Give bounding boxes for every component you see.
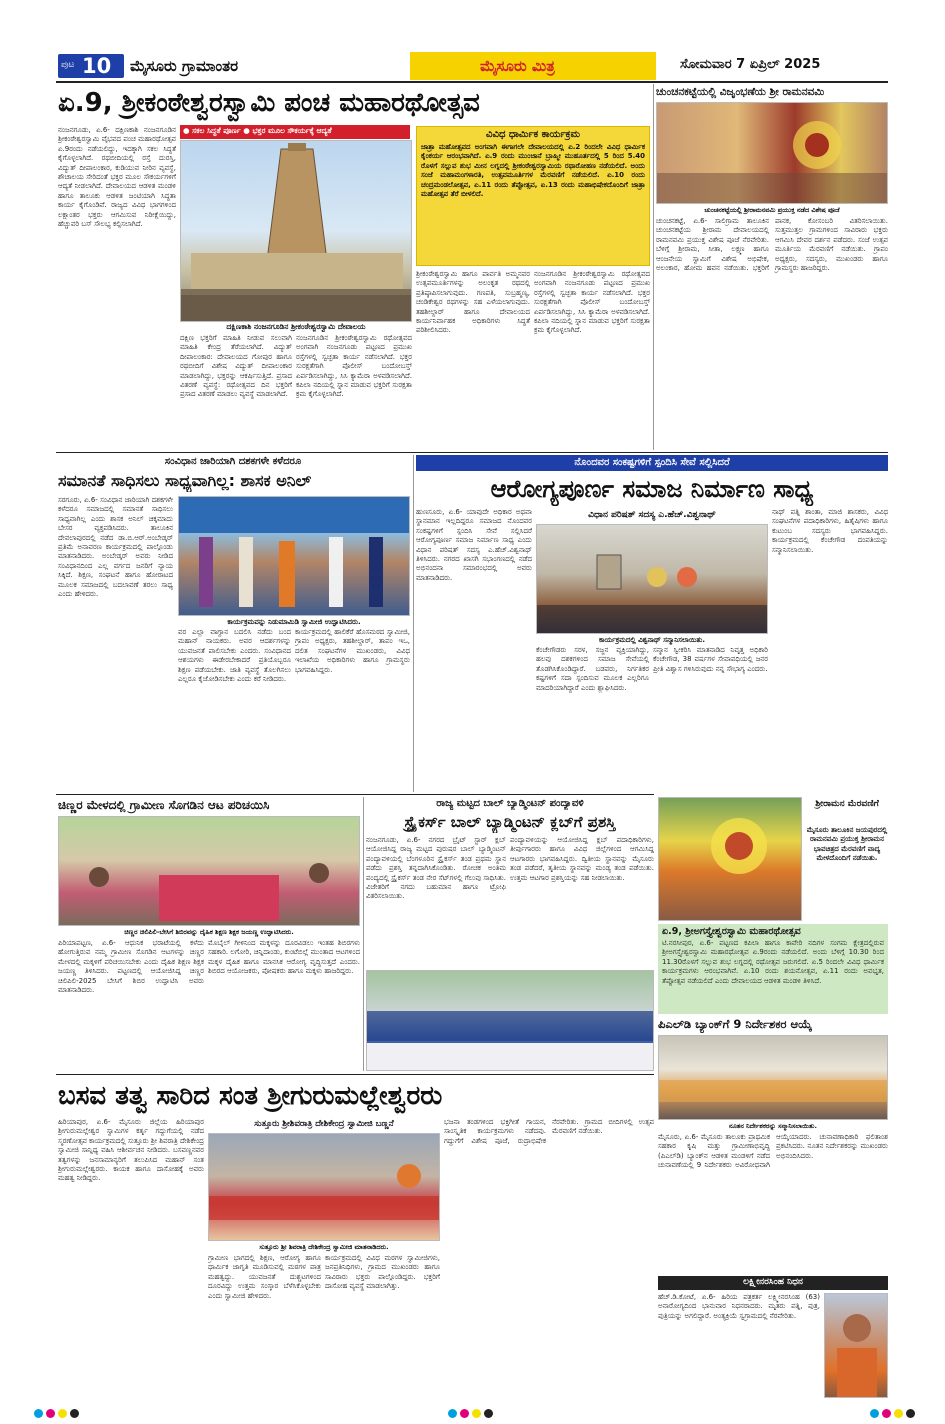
ballbadminton-headline: ಸ್ಟ್ರೈಕರ್ಸ್ ಬಾಲ್ ಬ್ಯಾಡ್ಮಿಂಟನ್ ಕ್ಲಬ್‌ಗೆ ಪ್ರಶಸ್ತಿ: [404, 813, 616, 831]
registration-dot-magenta: [46, 1409, 55, 1418]
chinnara-col-2: ಮೊಬೈಲ್ ಗೀಳಿನಿಂದ ಮಕ್ಕಳನ್ನು ದೂರವಿಡಲು ಇಂತಹ ಶಿಬಿರಗಳು ಸಹಕಾರಿ. ಲಗೋರಿ, ಚಿನ್ನಿದಾಂಡು, ಕುಂಟೆಬಿಲ್ಲೆ ಮುಂತಾದ ಆಟಗಳಿಂದ ಮಕ್ಕಳ ದೈಹಿಕ ಹಾಗೂ ಮಾನಸಿಕ ಆರೋಗ್ಯ ವೃದ್ಧಿಸುತ್ತದೆ ಎಂದರು. ಶಿಬಿರದ ಆಯೋಜಕರು, ಪೋಷಕರು ಹಾಗೂ ಮಕ್ಕಳು ಹಾಜರಿದ್ದರು.: [208, 939, 360, 976]
basava-headline: ಬಸವ ತತ್ವ ಸಾರಿದ ಸಂತ ಶ್ರೀಗುರುಮಲ್ಲೇಶ್ವರರು: [58, 1081, 443, 1111]
agastyeshwara-text: ಟಿ.ನರಸೀಪುರ, ಏ.6- ಪಟ್ಟಣದ ಕಪಿಲಾ ಹಾಗೂ ಕಾವೇರಿ ನದಿಗಳ ಸಂಗಮ ಕ್ಷೇತ್ರದಲ್ಲಿರುವ ಶ್ರೀಅಗಸ್ತ್ಯೇಶ್ವರಸ್ವಾಮಿ ಮಹಾರಥೋತ್ಸವ ಏ.9ರಂದು ನಡೆಯಲಿದೆ. ಅಂದು ಬೆಳಿಗ್ಗೆ 10.30 ರಿಂದ 11.30ರೊಳಗೆ ಸಲ್ಲುವ ಶುಭ ಲಗ್ನದಲ್ಲಿ ರಥೋತ್ಸವ ಜರುಗಲಿದೆ. ಏ.5 ರಿಂದಲೇ ವಿವಿಧ ಧಾರ್ಮಿಕ ಕಾರ್ಯಕ್ರಮಗಳು ಆರಂಭವಾಗಿವೆ. ಏ.10 ರಂದು ಶಯನೋತ್ಸವ, ಏ.11 ರಂದು ಅವಭೃತ, ತೆಪ್ಪೋತ್ಸವ ನಡೆಯಲಿದೆ ಎಂದು ದೇವಾಲಯದ ಆಡಳಿತ ಮಂಡಳಿ ತಿಳಿಸಿದೆ.: [662, 939, 884, 985]
basava-col-4: ಭಜನಾ ತಂಡಗಳಿಂದ ಭಕ್ತಿಗೀತೆ ಗಾಯನ, ಸಾಂಸ್ಕೃತಿಕ ಕಾರ್ಯಕ್ರಮಗಳು ನಡೆದವು. ಗದ್ದುಗೆಗೆ ವಿಶೇಷ ಪೂಜೆ, ರುದ್ರಾಭಿಷೇಕ ನೆರವೇರಿತು. ಗ್ರಾಮದ ಬೀದಿಗಳಲ್ಲಿ ಉತ್ಸವ ಮೆರವಣಿಗೆ ನಡೆಯಿತು.: [444, 1118, 654, 1145]
samanate-col-1: ಸರಗೂರು, ಏ.6- ಸಂವಿಧಾನ ಜಾರಿಯಾಗಿ ದಶಕಗಳೇ ಕಳೆದರೂ ಸಮಾಜದಲ್ಲಿ ಸಮಾನತೆ ಸಾಧಿಸಲು ಸಾಧ್ಯವಾಗಿಲ್ಲ ಎಂದು ಶಾಸಕ ಅನಿಲ್ ಚಿಕ್ಕಮಾದು ಬೇಸರ ವ್ಯಕ್ತಪಡಿಸಿದರು. ತಾಲೂಕಿನ ದೇವಲಾಪುರದಲ್ಲಿ ನಡೆದ ಡಾ.ಬಿ.ಆರ್.ಅಂಬೇಡ್ಕರ್ ಪ್ರತಿಮೆ ಅನಾವರಣ ಕಾರ್ಯಕ್ರಮದಲ್ಲಿ ಪಾಲ್ಗೊಂಡು ಮಾತನಾಡಿದರು. ಅಂಬೇಡ್ಕರ್ ಅವರು ನೀಡಿದ ಸಂವಿಧಾನದಿಂದ ಎಲ್ಲ ವರ್ಗದ ಜನರಿಗೆ ನ್ಯಾಯ ಸಿಕ್ಕಿದೆ. ಶಿಕ್ಷಣ, ಸಂಘಟನೆ ಹಾಗೂ ಹೋರಾಟದ ಮೂಲಕ ಸಮಾಜದಲ್ಲಿ ಬದಲಾವಣೆ ತರಲು ಸಾಧ್ಯ ಎಂದು ಹೇಳಿದರು.: [58, 496, 173, 599]
lead-mid-left: ದಕ್ಷಿಣ ಭಕ್ತರಿಗೆ ಮಾಹಿತಿ ನೀಡುವ ಸಲುವಾಗಿ ಮಾಹಿತಿ ಕೇಂದ್ರ ತೆರೆಯಲಾಗಿದೆ. ವಿದ್ಯುತ್ ದೀಪಾಲಂಕಾರ: ದೇವಾಲಯದ ಗೋಪುರ ಹಾಗೂ ರಥಬೀದಿಗೆ ವಿಶೇಷ ವಿದ್ಯುತ್ ದೀಪಾಲಂಕಾರ ಮಾಡಲಾಗಿದ್ದು, ಭಕ್ತರನ್ನು ಆಕರ್ಷಿಸುತ್ತಿದೆ. ಪ್ರಸಾದ ವಿತರಣೆ ವ್ಯವಸ್ಥೆ: ರಥೋತ್ಸವದ ದಿನ ಭಕ್ತರಿಗೆ ಪ್ರಸಾದ ವಿತರಣೆ ಮಾಡಲು ವ್ಯವಸ್ಥೆ ಮಾಡಲಾಗಿದೆ.: [180, 334, 292, 399]
rituals-text: ಜಾತ್ರಾ ಮಹೋತ್ಸವದ ಅಂಗವಾಗಿ ಈಗಾಗಲೇ ದೇವಾಲಯದಲ್ಲಿ ಏ.2 ರಿಂದಲೇ ವಿವಿಧ ಧಾರ್ಮಿಕ ಕೈಂಕರ್ಯ ಆರಂಭವಾಗಿದೆ. ಏ.9 ರಂದು ಮುಂಜಾನೆ ಬ್ರಾಹ್ಮೀ ಮುಹೂರ್ತದಲ್ಲಿ 5 ರಿಂದ 5.40 ರೊಳಗೆ ಸಲ್ಲುವ ಶುಭ ಮೀನ ಲಗ್ನದಲ್ಲಿ ಶ್ರೀಕಂಠೇಶ್ವರಸ್ವಾಮಿಯ ರಥಾರೋಹಣ ನಡೆಯಲಿದೆ. ಅಂದು ಸಂಜೆ ಮಹಾಮಂಗಳಾರತಿ, ಉತ್ಸವಮೂರ್ತಿಗಳ ಮೆರವಣಿಗೆ ನಡೆಯಲಿದೆ. ಏ.10 ರಂದು ಚಂದ್ರಮಂಡಲೋತ್ಸವ, ಏ.11 ರಂದು ತೆಪ್ಪೋತ್ಸವ, ಏ.13 ರಂದು ಮಹಾಭಿಷೇಕದೊಂದಿಗೆ ಜಾತ್ರಾ ಮಹೋತ್ಸವ ತೆರೆ ಬೀಳಲಿದೆ.: [421, 143, 645, 199]
ballbadminton-photo: [366, 970, 654, 1071]
basava-photo: [208, 1133, 440, 1241]
ballbadminton-divider: [363, 797, 364, 1071]
arogya-subhead: ವಿಧಾನ ಪರಿಷತ್ ಸದಸ್ಯ ಎ.ಹೆಚ್.ವಿಶ್ವನಾಥ್: [588, 510, 716, 520]
arogya-kicker: ನೊಂದವರ ಸಂಕಷ್ಟಗಳಿಗೆ ಸ್ಪಂದಿಸಿ ಸೇವೆ ಸಲ್ಲಿಸಿದರೆ: [574, 457, 730, 468]
page-label-box: [58, 54, 124, 78]
pld-text: ಮೈಸೂರು, ಏ.6- ಮೈಸೂರು ತಾಲೂಕು ಪ್ರಾಥಮಿಕ ಸಹಕಾರ ಕೃಷಿ ಮತ್ತು ಗ್ರಾಮೀಣಾಭಿವೃದ್ಧಿ (ಪಿಎಲ್‌ಡಿ) ಬ್ಯಾಂಕ್‌ನ ಆಡಳಿತ ಮಂಡಳಿಗೆ ನಡೆದ ಚುನಾವಣೆಯಲ್ಲಿ 9 ನಿರ್ದೇಶಕರು ಅವಿರೋಧವಾಗಿ ಆಯ್ಕೆಯಾದರು. ಚುನಾವಣಾಧಿಕಾರಿ ಫಲಿತಾಂಶ ಪ್ರಕಟಿಸಿದರು. ನೂತನ ನಿರ್ದೇಶಕರನ್ನು ಮುಖಂಡರು ಅಭಿನಂದಿಸಿದರು.: [658, 1133, 888, 1170]
section-rule-2: [56, 794, 654, 795]
registration-dot-cyan-2: [448, 1409, 457, 1418]
agastyeshwara-box: [658, 924, 888, 1014]
ballbadminton-col-1: ನಂಜನಗೂಡು, ಏ.6- ನಗರದ ಬ್ರೈಟ್ ಸ್ಟಾರ್ ಕ್ಲಬ್ ಆಯೋಜಿಸಿದ್ದ ರಾಜ್ಯ ಮಟ್ಟದ ಪುರುಷರ ಬಾಲ್ ಬ್ಯಾಡ್ಮಿಂಟನ್ ಪಂದ್ಯಾವಳಿಯಲ್ಲಿ ಬೆಂಗಳೂರಿನ ಸ್ಟ್ರೈಕರ್ಸ್ ತಂಡ ಪ್ರಥಮ ಸ್ಥಾನ ಪಡೆದು ಪ್ರಶಸ್ತಿ ತನ್ನದಾಗಿಸಿಕೊಂಡಿತು. ರೋಚಕ ಅಂತಿಮ ಪಂದ್ಯದಲ್ಲಿ ಸ್ಟ್ರೈಕರ್ಸ್ ತಂಡ ನೇರ ಸೆಟ್‌ಗಳಲ್ಲಿ ಗೆಲುವು ಸಾಧಿಸಿತು. ವಿಜೇತರಿಗೆ ನಗದು ಬಹುಮಾನ ಹಾಗೂ ಟ್ರೋಫಿ ವಿತರಿಸಲಾಯಿತು.: [366, 836, 506, 901]
page-label: ಪುಟ: [61, 60, 75, 70]
paper-name-box: [410, 52, 656, 80]
procession-icon: [659, 798, 802, 921]
obituary-title: ಲಕ್ಷ್ಮೀನರಸಿಂಹ ನಿಧನ: [743, 1277, 803, 1287]
rituals-box: [416, 126, 650, 266]
arogya-col-1: ಹುಣಸೂರು, ಏ.6- ಯಾವುದೇ ಅಧಿಕಾರ ಅಥವಾ ಸ್ಥಾನಮಾನ ಇಲ್ಲದಿದ್ದರೂ ಸಮಾಜದ ನೊಂದವರ ಸಂಕಷ್ಟಗಳಿಗೆ ಸ್ಪಂದಿಸಿ ಸೇವೆ ಸಲ್ಲಿಸಿದರೆ ಆರೋಗ್ಯಪೂರ್ಣ ಸಮಾಜ ನಿರ್ಮಾಣ ಸಾಧ್ಯ ಎಂದು ವಿಧಾನ ಪರಿಷತ್ ಸದಸ್ಯ ಎ.ಹೆಚ್.ವಿಶ್ವನಾಥ್ ತಿಳಿಸಿದರು. ನಗರದ ಖಾಸಗಿ ಸಭಾಂಗಣದಲ್ಲಿ ನಡೆದ ಅಭಿನಂದನಾ ಸಮಾರಂಭದಲ್ಲಿ ಅವರು ಮಾತನಾಡಿದರು.: [416, 508, 532, 582]
rituals-title: ವಿವಿಧ ಧಾರ್ಮಿಕ ಕಾರ್ಯಕ್ರಮ: [486, 129, 580, 140]
arogya-col-4: ನಾಥ್ ಪತ್ನಿ ಶಾಂತಾ, ಮಾಜಿ ಶಾಸಕರು, ವಿವಿಧ ಸಂಘಟನೆಗಳ ಪದಾಧಿಕಾರಿಗಳು, ಹಿತೈಷಿಗಳು ಹಾಗೂ ಕುಟುಂಬ ಸದಸ್ಯರು ಭಾಗವಹಿಸಿದ್ದರು. ಕಾರ್ಯಕ್ರಮದಲ್ಲಿ ಕೆಂಚೇಗೌಡ ದಂಪತಿಯನ್ನು ಸನ್ಮಾನಿಸಲಾಯಿತು.: [772, 508, 888, 554]
ramanavami-headline: ಚುಂಚನಕಟ್ಟೆಯಲ್ಲಿ ವಿಜೃಂಭಣೆಯ ಶ್ರೀ ರಾಮನವಮಿ: [656, 86, 825, 98]
section-rule-1: [56, 452, 888, 453]
temple-photo: [180, 140, 412, 322]
temple-gopura-icon: [181, 141, 412, 322]
registration-dot-yellow-3: [894, 1409, 903, 1418]
registration-dot-black-2: [484, 1409, 493, 1418]
pld-caption: ನೂತನ ನಿರ್ದೇಶಕರನ್ನು ಸನ್ಮಾನಿಸಲಾಯಿತು.: [658, 1121, 888, 1131]
arogya-divider: [413, 455, 414, 792]
registration-dot-yellow: [58, 1409, 67, 1418]
lead-col-4: ಶ್ರೀಕಂಠೇಶ್ವರಸ್ವಾಮಿ ಹಾಗೂ ಪಾರ್ವತಿ ಅಮ್ಮನವರ ಉತ್ಸವಮೂರ್ತಿಗಳನ್ನು ಅಲಂಕೃತ ರಥದಲ್ಲಿ ಪ್ರತಿಷ್ಠಾಪಿಸಲಾಗುವುದು. ಗಣಪತಿ, ಸುಬ್ರಹ್ಮಣ್ಯ, ಚಂಡಿಕೇಶ್ವರ ರಥಗಳನ್ನು ಸಹ ಎಳೆಯಲಾಗುವುದು. ತಹಶೀಲ್ದಾರ್ ಹಾಗೂ ದೇವಾಲಯದ ಕಾರ್ಯನಿರ್ವಾಹಕ ಅಧಿಕಾರಿಗಳು ಸಿದ್ಧತೆ ಪರಿಶೀಲಿಸಿದರು.: [416, 270, 530, 335]
ramanavami-text: ಚುಂಚನಕಟ್ಟೆ, ಏ.6- ಸಾಲಿಗ್ರಾಮ ತಾಲೂಕಿನ ಚುಂಚನಕಟ್ಟೆಯ ಶ್ರೀರಾಮ ದೇವಾಲಯದಲ್ಲಿ ರಾಮನವಮಿ ಪ್ರಯುಕ್ತ ವಿಶೇಷ ಪೂಜೆ ನೆರವೇರಿತು. ಬೆಳಿಗ್ಗೆ ಶ್ರೀರಾಮ, ಸೀತಾ, ಲಕ್ಷ್ಮಣ ಹಾಗೂ ಆಂಜನೇಯ ಸ್ವಾಮಿಗೆ ವಿಶೇಷ ಅಭಿಷೇಕ, ಅಲಂಕಾರ, ಹೋಮ ಹವನ ನಡೆಯಿತು. ಭಕ್ತರಿಗೆ ಪಾನಕ, ಕೋಸಂಬರಿ ವಿತರಿಸಲಾಯಿತು. ಸುತ್ತಮುತ್ತಲ ಗ್ರಾಮಗಳಿಂದ ಸಾವಿರಾರು ಭಕ್ತರು ಆಗಮಿಸಿ ದೇವರ ದರ್ಶನ ಪಡೆದರು. ಸಂಜೆ ಉತ್ಸವ ಮೂರ್ತಿಯ ಮೆರವಣಿಗೆ ನಡೆಯಿತು. ಗ್ರಾಪಂ ಅಧ್ಯಕ್ಷರು, ಸದಸ್ಯರು, ಮುಖಂಡರು ಹಾಗೂ ಗ್ರಾಮಸ್ಥರು ಹಾಜರಿದ್ದರು.: [656, 217, 888, 273]
swamiji-stage-icon: [209, 1134, 440, 1241]
lead-headline: ಏ.9, ಶ್ರೀಕಂಠೇಶ್ವರಸ್ವಾಮಿ ಪಂಚ ಮಹಾರಥೋತ್ಸವ: [58, 88, 480, 118]
ballbadminton-kicker: ರಾಜ್ಯ ಮಟ್ಟದ ಬಾಲ್ ಬ್ಯಾಡ್ಮಿಂಟನ್ ಪಂದ್ಯಾವಳಿ: [436, 798, 584, 809]
directors-group-icon: [659, 1036, 888, 1120]
basava-col-3: ಕಾರ್ಯಕ್ರಮದಲ್ಲಿ ವಿವಿಧ ಮಠಗಳ ಸ್ವಾಮೀಜಿಗಳು, ಜನಪ್ರತಿನಿಧಿಗಳು, ಗ್ರಾಮದ ಮುಖಂಡರು ಹಾಗೂ ಸಾವಿರಾರು ಭಕ್ತರು ಪಾಲ್ಗೊಂಡಿದ್ದರು. ಭಕ್ತರಿಗೆ ದಾಸೋಹ ವ್ಯವಸ್ಥೆ ಮಾಡಲಾಗಿತ್ತು.: [325, 1254, 440, 1291]
registration-dot-black: [70, 1409, 79, 1418]
lead-banner: [180, 125, 410, 139]
registration-dot-magenta-2: [460, 1409, 469, 1418]
registration-dot-yellow-2: [472, 1409, 481, 1418]
basava-kicker: ಸುತ್ತೂರು ಶ್ರೀಶಿವರಾತ್ರಿ ದೇಶಿಕೇಂದ್ರ ಸ್ವಾಮೀಜಿ ಬಣ್ಣನೆ: [254, 1119, 394, 1129]
lead-col-1: ನಂಜನಗೂಡು, ಏ.6- ದಕ್ಷಿಣಕಾಶಿ ನಂಜನಗೂಡಿನ ಶ್ರೀಕಂಠೇಶ್ವರಸ್ವಾಮಿ ವೈಭವದ ಪಂಚ ಮಹಾರಥೋತ್ಸವ ಏ.9ರಂದು ನಡೆಯಲಿದ್ದು, ಇದಕ್ಕಾಗಿ ಸಕಲ ಸಿದ್ಧತೆ ಕೈಗೊಳ್ಳಲಾಗಿದೆ. ರಥಬೀದಿಯಲ್ಲಿ ರಸ್ತೆ ದುರಸ್ತಿ, ವಿದ್ಯುತ್ ದೀಪಾಲಂಕಾರ, ಕುಡಿಯುವ ನೀರಿನ ವ್ಯವಸ್ಥೆ, ಶೌಚಾಲಯ ಸೇರಿದಂತೆ ಭಕ್ತರ ಮೂಲ ಸೌಕರ್ಯಗಳಿಗೆ ಆದ್ಯತೆ ನೀಡಲಾಗಿದೆ. ದೇವಾಲಯದ ಆಡಳಿತ ಮಂಡಳಿ ಹಾಗೂ ತಾಲೂಕು ಆಡಳಿತ ಜಂಟಿಯಾಗಿ ಸಿದ್ಧತಾ ಕಾರ್ಯ ಕೈಗೊಂಡಿವೆ. ರಾಜ್ಯದ ವಿವಿಧ ಭಾಗಗಳಿಂದ ಲಕ್ಷಾಂತರ ಭಕ್ತರು ಆಗಮಿಸುವ ನಿರೀಕ್ಷೆಯಿದ್ದು, ಹೆಚ್ಚುವರಿ ಬಸ್ ಸೌಲಭ್ಯ ಕಲ್ಪಿಸಲಾಗಿದೆ.: [58, 126, 176, 229]
agastyeshwara-headline: ಏ.9, ಶ್ರೀಅಗಸ್ತ್ಯೇಶ್ವರಸ್ವಾಮಿ ಮಹಾರಥೋತ್ಸವ: [662, 926, 801, 937]
arogya-caption: ಕಾರ್ಯಕ್ರಮದಲ್ಲಿ ವಿಶ್ವನಾಥ್ ಸನ್ಮಾನಿಸಲಾಯಿತು.: [536, 635, 768, 645]
registration-dot-cyan: [34, 1409, 43, 1418]
lead-mid-right: ನಂಜನಗೂಡಿನ ಶ್ರೀಕಂಠೇಶ್ವರಸ್ವಾಮಿ ರಥೋತ್ಸವದ ಅಂಗವಾಗಿ ನಂಜನಗೂಡು ಪಟ್ಟಣದ ಪ್ರಮುಖ ರಸ್ತೆಗಳಲ್ಲಿ ಸ್ವಚ್ಛತಾ ಕಾರ್ಯ ನಡೆಸಲಾಗಿದೆ. ಭಕ್ತರ ಸುರಕ್ಷತೆಗಾಗಿ ಪೊಲೀಸ್ ಬಂದೋಬಸ್ತ್ ಏರ್ಪಡಿಸಲಾಗಿದ್ದು, ಸಿಸಿ ಕ್ಯಾಮೆರಾ ಅಳವಡಿಸಲಾಗಿದೆ. ಕಪಿಲಾ ನದಿಯಲ್ಲಿ ಸ್ನಾನ ಮಾಡುವ ಭಕ್ತರಿಗೆ ಸುರಕ್ಷತಾ ಕ್ರಮ ಕೈಗೊಳ್ಳಲಾಗಿದೆ.: [296, 334, 412, 399]
children-group-icon: [59, 817, 360, 926]
sriramana-text: ಮೈಸೂರು ತಾಲೂಕಿನ ಜಯಪುರದಲ್ಲಿ ರಾಮನವಮಿ ಪ್ರಯುಕ್ತ ಶ್ರೀರಾಮನ ಭಾವಚಿತ್ರದ ಮೆರವಣಿಗೆ ವಾದ್ಯ ಮೇಳದೊಂದಿಗೆ ನಡೆಯಿತು.: [806, 826, 888, 863]
right-column-divider: [653, 84, 654, 450]
paper-name: ಮೈಸೂರು ಮಿತ್ರ: [480, 57, 555, 75]
registration-dot-magenta-3: [882, 1409, 891, 1418]
arogya-kicker-box: [416, 455, 888, 471]
samanate-kicker: ಸಂವಿಧಾನ ಜಾರಿಯಾಗಿ ದಶಕಗಳೇ ಕಳೆದರೂ: [164, 456, 302, 467]
felicitation-group-icon: [537, 525, 768, 634]
obituary-text: ಹೆಚ್.ಡಿ.ಕೋಟೆ, ಏ.6- ಹಿರಿಯ ಪತ್ರಕರ್ತ ಲಕ್ಷ್ಮೀನರಸಿಂಹ (63) ಅನಾರೋಗ್ಯದಿಂದ ಭಾನುವಾರ ನಿಧನರಾದರು. ಮೃತರು ಪತ್ನಿ, ಪುತ್ರ, ಪುತ್ರಿಯನ್ನು ಅಗಲಿದ್ದಾರೆ. ಅಂತ್ಯಕ್ರಿಯೆ ಸ್ವಗ್ರಾಮದಲ್ಲಿ ನೆರವೇರಿತು.: [658, 1293, 820, 1320]
arogya-photo: [536, 524, 768, 634]
stage-group-icon: [179, 497, 410, 616]
basava-caption: ಸುತ್ತೂರು ಶ್ರೀ ಶಿವರಾತ್ರಿ ದೇಶಿಕೇಂದ್ರ ಸ್ವಾಮೀಜಿ ಮಾತನಾಡಿದರು.: [208, 1242, 440, 1252]
chinnara-caption: ಚಿಣ್ಣರ ಚಿಲಿಪಿಲಿ-ಬೇಸಿಗೆ ಶಿಬಿರವನ್ನು ದೈಹಿಕ ಶಿಕ್ಷಣ ಶಿಕ್ಷಕ ಜಯಣ್ಣ ಉದ್ಘಾಟಿಸಿದರು.: [58, 927, 360, 937]
basava-col-2: ಗ್ರಾಮೀಣ ಭಾಗದಲ್ಲಿ ಶಿಕ್ಷಣ, ಆರೋಗ್ಯ ಹಾಗೂ ಧಾರ್ಮಿಕ ಜಾಗೃತಿ ಮೂಡಿಸುವಲ್ಲಿ ಮಠಗಳ ಪಾತ್ರ ಮಹತ್ವದ್ದು. ಯುವಜನತೆ ದುಶ್ಚಟಗಳಿಂದ ದೂರವಿದ್ದು ಉತ್ತಮ ಸಂಸ್ಕಾರ ಬೆಳೆಸಿಕೊಳ್ಳಬೇಕು ಎಂದು ಸ್ವಾಮೀಜಿ ಹೇಳಿದರು.: [208, 1254, 321, 1300]
sriramana-headline: ಶ್ರೀರಾಮನ ಮೆರವಣಿಗೆ: [815, 799, 879, 809]
section-name: ಮೈಸೂರು ಗ್ರಾಮಾಂತರ: [130, 57, 239, 75]
samanate-photo: [178, 496, 410, 616]
issue-date: ಸೋಮವಾರ 7 ಏಪ್ರಿಲ್ 2025: [680, 57, 821, 72]
lead-banner-text: ● ಸಕಲ ಸಿದ್ಧತೆ ಪೂರ್ಣ ● ಭಕ್ತರ ಮೂಲ ಸೌಕರ್ಯಕ್ಕೆ ಆದ್ಯತೆ: [183, 126, 332, 135]
ramanavami-caption: ಚುಂಚನಕಟ್ಟೆಯಲ್ಲಿ ಶ್ರೀರಾಮನವಮಿ ಪ್ರಯುಕ್ತ ನಡೆದ ವಿಶೇಷ ಪೂಜೆ: [656, 205, 888, 215]
samanate-caption: ಕಾರ್ಯಕ್ರಮವನ್ನು ನಿಡುಮಾಮಿಡಿ ಸ್ವಾಮೀಜಿ ಉದ್ಘಾಟಿಸಿದರು.: [178, 617, 410, 627]
page-number: 10: [82, 54, 112, 78]
team-photo-icon: [367, 971, 654, 1071]
pld-photo: [658, 1035, 888, 1120]
sriramana-photo: [658, 797, 802, 921]
samanate-col-3: ಕಾರ್ಯಕ್ರಮದಲ್ಲಿ ಹಾಲಿಕೆರೆ ಹೊಸಮಠದ ಸ್ವಾಮೀಜಿ, ಗ್ರಾಪಂ ಅಧ್ಯಕ್ಷರು, ತಹಶೀಲ್ದಾರ್, ತಾಪಂ ಇಒ, ದಲಿತ ಸಂಘಟನೆಗಳ ಮುಖಂಡರು, ವಿವಿಧ ಇಲಾಖೆಯ ಅಧಿಕಾರಿಗಳು ಹಾಗೂ ಗ್ರಾಮಸ್ಥರು ಭಾಗವಹಿಸಿದ್ದರು.: [295, 628, 410, 674]
section-rule-3: [56, 1074, 654, 1075]
samanate-col-2: ವರ ಎಲ್ಲಾ ವಾಗ್ದಾನ ಬದಲಿಸಿ ನಡೆದು ಬಂದ ಮಹಾನ್ ನಾಯಕರು. ಅವರ ಆದರ್ಶಗಳನ್ನು ಯುವಜನತೆ ಪಾಲಿಸಬೇಕು ಎಂದರು. ಸಂವಿಧಾನದ ಆಶಯಗಳು ಈಡೇರಬೇಕಾದರೆ ಪ್ರತಿಯೊಬ್ಬರೂ ಶಿಕ್ಷಣ ಪಡೆಯಬೇಕು. ಜಾತಿ ವ್ಯವಸ್ಥೆ ತೊಲಗಿಸಲು ಎಲ್ಲರೂ ಕೈಜೋಡಿಸಬೇಕು ಎಂದು ಕರೆ ನೀಡಿದರು.: [178, 628, 291, 684]
arogya-headline: ಆರೋಗ್ಯಪೂರ್ಣ ಸಮಾಜ ನಿರ್ಮಾಣ ಸಾಧ್ಯ: [490, 475, 814, 503]
samanate-headline: ಸಮಾನತೆ ಸಾಧಿಸಲು ಸಾಧ್ಯವಾಗಿಲ್ಲ: ಶಾಸಕ ಅನಿಲ್: [58, 471, 312, 490]
deity-decoration-icon: [657, 103, 888, 204]
arogya-col-2: ಕೆಂಚೇಗೌಡರು ಸರಳ, ಸಜ್ಜನ ವ್ಯಕ್ತಿಯಾಗಿದ್ದು, ಹಲವು ದಶಕಗಳಿಂದ ಸಮಾಜ ಸೇವೆಯಲ್ಲಿ ತೊಡಗಿಸಿಕೊಂಡಿದ್ದಾರೆ. ಬಡವರು, ನಿರ್ಗತಿಕರ ಕಷ್ಟಗಳಿಗೆ ಸದಾ ಸ್ಪಂದಿಸುವ ಮೂಲಕ ಎಲ್ಲರಿಗೂ ಮಾದರಿಯಾಗಿದ್ದಾರೆ ಎಂದು ಶ್ಲಾಘಿಸಿದರು.: [536, 646, 649, 692]
ballbadminton-col-2: ಪಂದ್ಯಾವಳಿಯನ್ನು ಆಯೋಜಿಸಿದ್ದ ಕ್ಲಬ್ ಪದಾಧಿಕಾರಿಗಳು, ತೀರ್ಪುಗಾರರು ಹಾಗೂ ವಿವಿಧ ಜಿಲ್ಲೆಗಳಿಂದ ಆಗಮಿಸಿದ್ದ ಆಟಗಾರರು ಭಾಗವಹಿಸಿದ್ದರು. ದ್ವಿತೀಯ ಸ್ಥಾನವನ್ನು ಮೈಸೂರು ತಂಡ ಪಡೆದರೆ, ತೃತೀಯ ಸ್ಥಾನವನ್ನು ಮಂಡ್ಯ ತಂಡ ಪಡೆಯಿತು. ಉತ್ತಮ ಆಟಗಾರ ಪ್ರಶಸ್ತಿಯನ್ನು ಸಹ ನೀಡಲಾಯಿತು.: [510, 836, 654, 882]
obituary-title-box: [658, 1276, 888, 1290]
obituary-portrait: [824, 1293, 888, 1398]
chinnara-photo: [58, 816, 360, 926]
chinnara-headline: ಚಿಣ್ಣರ ಮೇಳದಲ್ಲಿ ಗ್ರಾಮೀಣ ಸೊಗಡಿನ ಆಟ ಪರಿಚಯಿಸಿ: [58, 798, 270, 812]
masthead-rule: [56, 81, 888, 83]
portrait-icon: [825, 1294, 888, 1398]
registration-dot-black-3: [906, 1409, 915, 1418]
temple-photo-caption: ದಕ್ಷಿಣಕಾಶಿ ನಂಜನಗೂಡಿನ ಶ್ರೀಕಂಠೇಶ್ವರಸ್ವಾಮಿ ದೇವಾಲಯ: [180, 322, 412, 332]
masthead: [0, 48, 945, 82]
lead-col-5: ನಂಜನಗೂಡಿನ ಶ್ರೀಕಂಠೇಶ್ವರಸ್ವಾಮಿ ರಥೋತ್ಸವದ ಅಂಗವಾಗಿ ನಂಜನಗೂಡು ಪಟ್ಟಣದ ಪ್ರಮುಖ ರಸ್ತೆಗಳಲ್ಲಿ ಸ್ವಚ್ಛತಾ ಕಾರ್ಯ ನಡೆಸಲಾಗಿದೆ. ಭಕ್ತರ ಸುರಕ್ಷತೆಗಾಗಿ ಪೊಲೀಸ್ ಬಂದೋಬಸ್ತ್ ಏರ್ಪಡಿಸಲಾಗಿದ್ದು, ಸಿಸಿ ಕ್ಯಾಮೆರಾ ಅಳವಡಿಸಲಾಗಿದೆ. ಕಪಿಲಾ ನದಿಯಲ್ಲಿ ಸ್ನಾನ ಮಾಡುವ ಭಕ್ತರಿಗೆ ಸುರಕ್ಷತಾ ಕ್ರಮ ಕೈಗೊಳ್ಳಲಾಗಿದೆ.: [534, 270, 650, 335]
arogya-col-3: ಸನ್ಮಾನ ಸ್ವೀಕರಿಸಿ ಮಾತನಾಡಿದ ನಿವೃತ್ತ ಅಧಿಕಾರಿ ಕೆಂಚೇಗೌಡ, 38 ವರ್ಷಗಳ ಸೇವಾವಧಿಯಲ್ಲಿ ಜನರ ಪ್ರೀತಿ ವಿಶ್ವಾಸ ಗಳಿಸಿರುವುದು ನನ್ನ ಸೌಭಾಗ್ಯ ಎಂದರು.: [653, 646, 768, 673]
ramanavami-photo: [656, 102, 888, 204]
basava-col-1: ಹಿರಿಯಾಪುರ, ಏ.6- ಮೈಸೂರು ಜಿಲ್ಲೆಯ ಹಿರಿಯಾಪುರ ಶ್ರೀಗುರುಮಲ್ಲೇಶ್ವರ ಸ್ವಾಮಿಗಳ ಕರ್ತೃ ಗದ್ದುಗೆಯಲ್ಲಿ ನಡೆದ ಸ್ಮರಣೋತ್ಸವ ಕಾರ್ಯಕ್ರಮದಲ್ಲಿ ಸುತ್ತೂರು ಶ್ರೀ ಶಿವರಾತ್ರಿ ದೇಶಿಕೇಂದ್ರ ಸ್ವಾಮೀಜಿ ಸಾನ್ನಿಧ್ಯ ವಹಿಸಿ ಆಶೀರ್ವಚನ ನೀಡಿದರು. ಬಸವಣ್ಣನವರ ತತ್ವಗಳನ್ನು ಜನಸಾಮಾನ್ಯರಿಗೆ ತಲುಪಿಸಿದ ಮಹಾನ್ ಸಂತ ಶ್ರೀಗುರುಮಲ್ಲೇಶ್ವರರು. ಕಾಯಕ ಹಾಗೂ ದಾಸೋಹಕ್ಕೆ ಅವರು ಮಹತ್ವ ನೀಡಿದ್ದರು.: [58, 1118, 204, 1183]
pld-headline: ಪಿಎಲ್‌ಡಿ ಬ್ಯಾಂಕ್‌ಗೆ 9 ನಿರ್ದೇಶಕರ ಆಯ್ಕೆ: [658, 1017, 812, 1031]
registration-dot-cyan-3: [870, 1409, 879, 1418]
chinnara-col-1: ಪಿರಿಯಾಪಟ್ಟಣ, ಏ.6- ಆಧುನಿಕ ಭರಾಟೆಯಲ್ಲಿ ಕಳೆದು ಹೋಗುತ್ತಿರುವ ನಮ್ಮ ಗ್ರಾಮೀಣ ಸೊಗಡಿನ ಆಟಗಳನ್ನು ಚಿಣ್ಣರ ಮೇಳದಲ್ಲಿ ಮಕ್ಕಳಿಗೆ ಪರಿಚಯಿಸಬೇಕು ಎಂದು ದೈಹಿಕ ಶಿಕ್ಷಣ ಶಿಕ್ಷಕ ಜಯಣ್ಣ ತಿಳಿಸಿದರು. ಪಟ್ಟಣದಲ್ಲಿ ಆಯೋಜಿಸಿದ್ದ ಚಿಣ್ಣರ ಚಿಲಿಪಿಲಿ-2025 ಬೇಸಿಗೆ ಶಿಬಿರ ಉದ್ಘಾಟಿಸಿ ಅವರು ಮಾತನಾಡಿದರು.: [58, 939, 204, 995]
